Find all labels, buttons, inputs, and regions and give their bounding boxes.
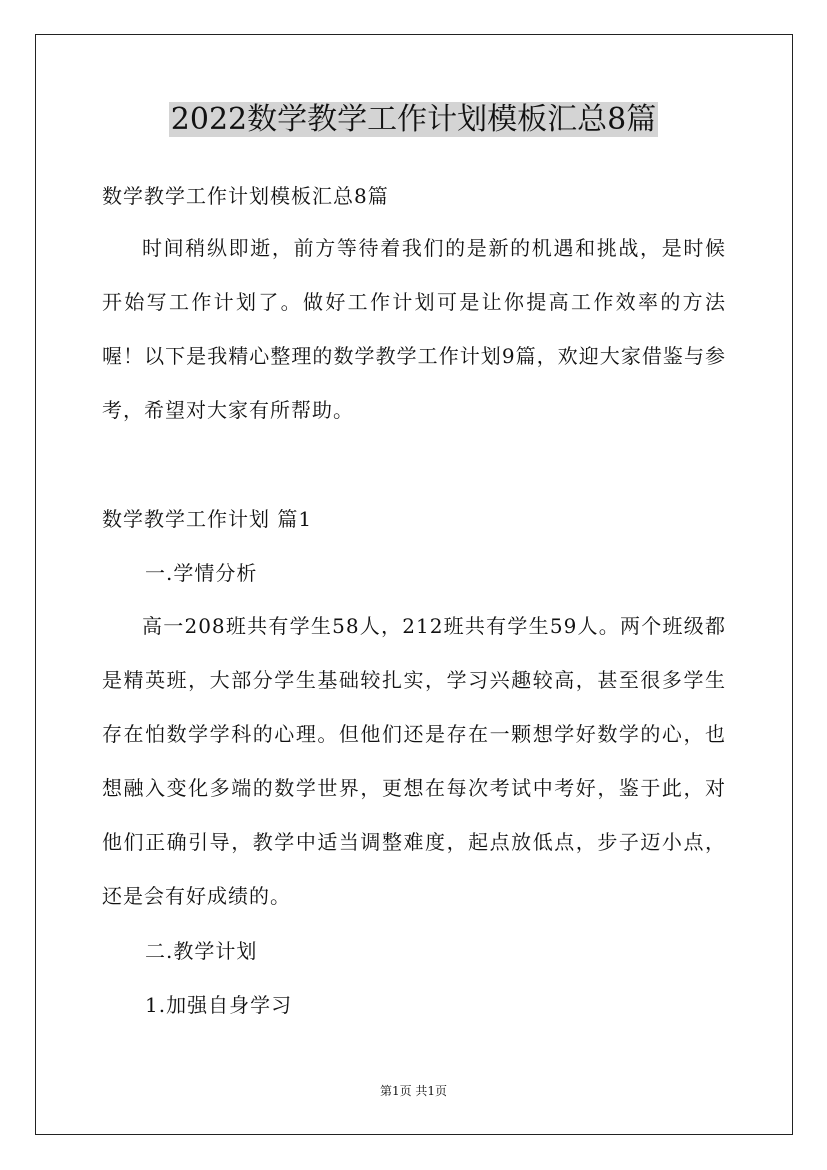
document-subtitle: 数学教学工作计划模板汇总8篇 — [102, 184, 389, 208]
document-title: 2022数学教学工作计划模板汇总8篇 — [170, 102, 657, 137]
section-heading: 数学教学工作计划 篇1 — [102, 507, 313, 531]
sub-heading-plan: 二.教学计划 — [145, 939, 258, 963]
analysis-paragraph: 高一208班共有学生58人，212班共有学生59人。两个班级都是精英班，大部分学生基础较扎实，学习兴趣较高，甚至很多学生存在怕数学学科的心理。但他们还是存在一颗想学好数学的心，也想融入变化多端的数学世界，更想在每次考试中考好，鉴于此，对他们正确引导，教学中适当调整难度，起点放低点，步子迈小点，还是会有好成绩的。 — [102, 614, 726, 908]
document-title-wrapper — [0, 98, 827, 142]
sub-heading-self-study: 1.加强自身学习 — [145, 993, 293, 1017]
intro-paragraph: 时间稍纵即逝，前方等待着我们的是新的机遇和挑战，是时候开始写工作计划了。做好工作计划可是让你提高工作效率的方法喔！以下是我精心整理的数学教学工作计划9篇，欢迎大家借鉴与参考，希望对大家有所帮助。 — [102, 236, 726, 422]
page-footer: 第1页 共1页 — [379, 1084, 448, 1098]
sub-heading-analysis: 一.学情分析 — [145, 561, 258, 585]
